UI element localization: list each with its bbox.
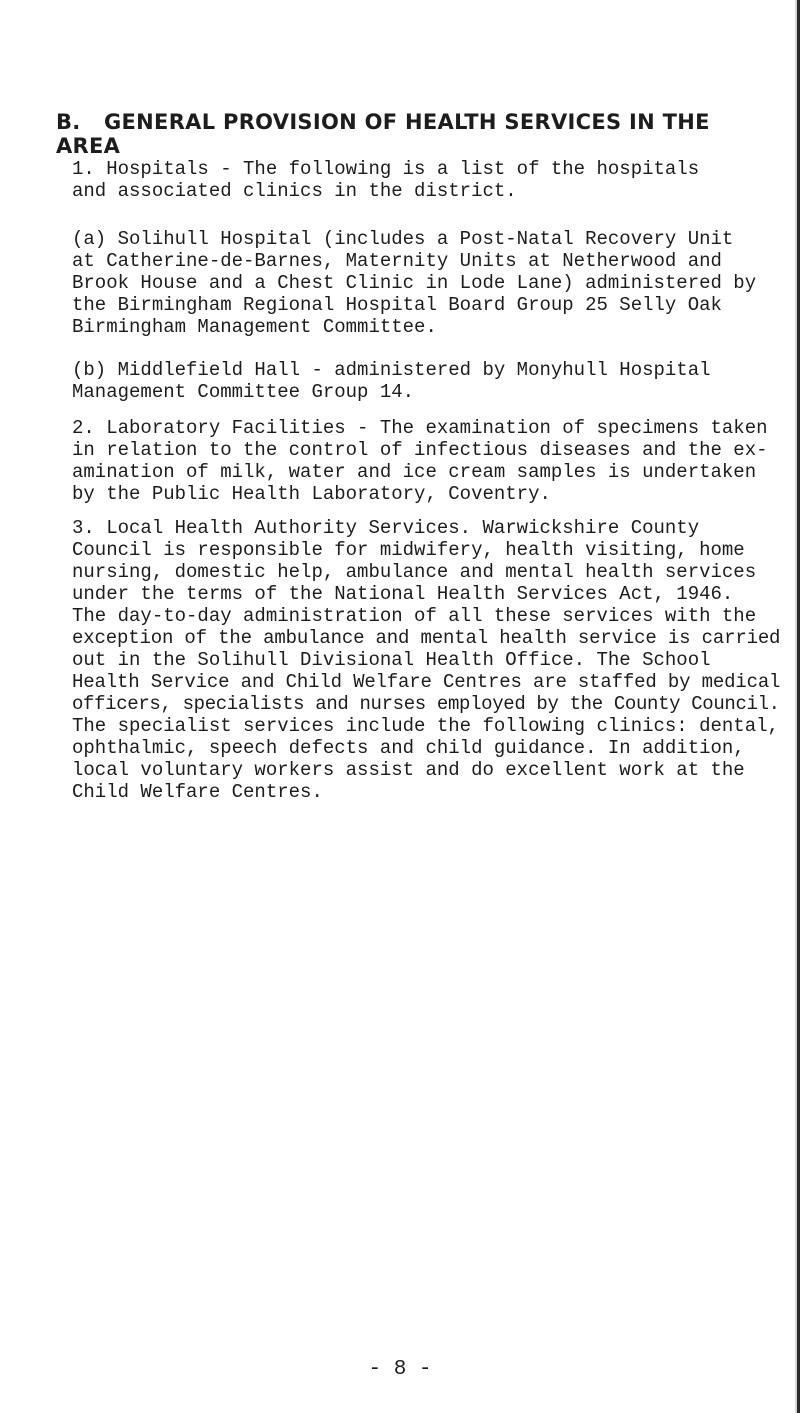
page-number: - 8 -	[368, 1358, 432, 1381]
text-line: nursing, domestic help, ambulance and mental health services	[72, 561, 757, 583]
text-line: 3. Local Health Authority Services. Warwickshire County	[72, 517, 700, 539]
hospitals-item-a	[72, 228, 780, 338]
text-line: The day-to-day administration of all these services with the	[72, 605, 757, 627]
text-line: Council is responsible for midwifery, health visiting, home	[72, 539, 745, 561]
section-heading	[56, 110, 756, 158]
text-line: The specialist services include the following clinics: dental,	[72, 715, 779, 737]
text-line: (b) Middlefield Hall - administered by Monyhull Hospital	[72, 359, 711, 381]
text-line: Health Service and Child Welfare Centres are staffed by medical	[72, 671, 781, 693]
text-line: Birmingham Management Committee.	[72, 316, 437, 338]
laboratory-paragraph	[72, 417, 780, 505]
text-line: ophthalmic, speech defects and child guidance. In addition,	[72, 737, 745, 759]
text-line: officers, specialists and nurses employed by the County Council.	[72, 693, 780, 715]
text-line: local voluntary workers assist and do excellent work at the	[72, 759, 745, 781]
section-number: B.	[56, 110, 81, 134]
section-title: GENERAL PROVISION OF HEALTH SERVICES IN THE AREA	[56, 110, 710, 158]
hospitals-paragraph	[72, 158, 780, 202]
text-line: exception of the ambulance and mental health service is carried	[72, 627, 781, 649]
text-line: out in the Solihull Divisional Health Office. The School	[72, 649, 711, 671]
text-line: by the Public Health Laboratory, Coventry.	[72, 483, 551, 505]
text-line: 2. Laboratory Facilities - The examination of specimens taken	[72, 417, 768, 439]
text-line: (a) Solihull Hospital (includes a Post-Natal Recovery Unit	[72, 228, 734, 250]
text-line: Child Welfare Centres.	[72, 781, 323, 803]
text-line: 1. Hospitals - The following is a list of the hospitals	[72, 158, 700, 180]
hospitals-item-b	[72, 359, 780, 403]
text-line: in relation to the control of infectious diseases and the ex-	[72, 439, 768, 461]
text-line: at Catherine-de-Barnes, Maternity Units at Netherwood and	[72, 250, 722, 272]
text-line: the Birmingham Regional Hospital Board Group 25 Selly Oak	[72, 294, 722, 316]
text-line: Brook House and a Chest Clinic in Lode Lane) administered by	[72, 272, 757, 294]
text-line: and associated clinics in the district.	[72, 180, 517, 202]
text-line: amination of milk, water and ice cream samples is undertaken	[72, 461, 757, 483]
text-line: under the terms of the National Health Services Act, 1946.	[72, 583, 734, 605]
text-line: Management Committee Group 14.	[72, 381, 415, 403]
local-health-paragraph	[72, 517, 780, 803]
